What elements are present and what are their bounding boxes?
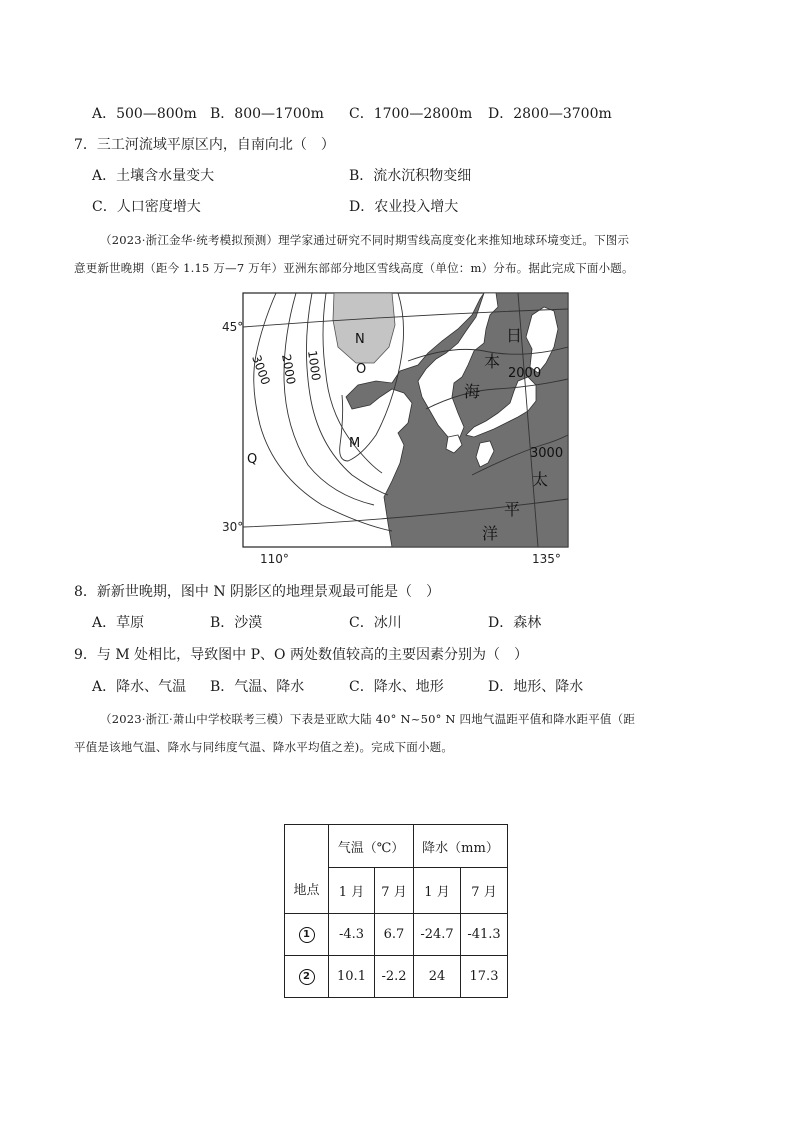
q7-option-b: B．流水沉积物变细 (349, 168, 472, 184)
place-marker-2: 2 (299, 969, 315, 985)
passage1-line2: 意更新世晚期（距今 1.15 万—7 万年）亚洲东部部分地区雪线高度（单位：m）分布。据此完成下面小题。 (74, 261, 634, 275)
sea-label-3: 海 (464, 382, 481, 401)
isoline-label-2000-right: 2000 (508, 366, 542, 381)
q9-option-c: C．降水、地形 (349, 679, 444, 695)
q6-option-d: D．2800—3700m (488, 106, 612, 122)
header-place: 地点 (285, 825, 329, 914)
row2-precip-jul: 17.3 (461, 956, 508, 998)
q7-stem: 7．三工河流域平原区内，自南向北（ ） (74, 137, 335, 153)
row2-temp-jul: -2.2 (375, 956, 414, 998)
q8-option-d: D．森林 (488, 615, 542, 631)
ocean-label-1: 太 (532, 470, 549, 489)
sea-label-1: 日 (506, 326, 523, 345)
isoline-label-3000-right: 3000 (530, 446, 564, 461)
row1-precip-jan: -24.7 (414, 914, 461, 956)
row2-temp-jan: 10.1 (329, 956, 375, 998)
sea-label-2: 本 (484, 352, 501, 371)
q9-option-a: A．降水、气温 (92, 679, 187, 695)
isoline-label-1000: 1000 (305, 349, 324, 382)
snowline-map (222, 285, 582, 575)
q8-stem: 8．新新世晚期，图中 N 阴影区的地理景观最可能是（ ） (74, 584, 441, 600)
row1-temp-jul: 6.7 (375, 914, 414, 956)
ocean-label-2: 平 (504, 500, 521, 519)
row1-temp-jan: -4.3 (329, 914, 375, 956)
climate-anomaly-table (284, 824, 508, 998)
header-precip-jan: 1 月 (414, 868, 461, 914)
lat-45-label: 45° (222, 320, 244, 334)
lon-110-label: 110° (260, 552, 289, 566)
row2-precip-jan: 24 (414, 956, 461, 998)
table-row (285, 914, 508, 956)
place-marker-1: 1 (299, 927, 315, 943)
label-n: N (355, 332, 365, 347)
passage2-line2: 平值是该地气温、降水与同纬度气温、降水平均值之差)。完成下面小题。 (74, 740, 454, 754)
header-temp-jan: 1 月 (329, 868, 375, 914)
isoline-label-2000-left: 2000 (279, 353, 299, 386)
q8-option-a: A．草原 (92, 615, 145, 631)
lat-30-label: 30° (222, 520, 244, 534)
q6-option-a: A．500—800m (92, 106, 197, 122)
header-temp-jul: 7 月 (375, 868, 414, 914)
q9-option-d: D．地形、降水 (488, 679, 584, 695)
label-m: M (349, 436, 361, 451)
table-row (285, 956, 508, 998)
q6-option-b: B．800—1700m (210, 106, 324, 122)
ocean-label-3: 洋 (482, 524, 499, 543)
passage2-line1: （2023·浙江·萧山中学校联考三模）下表是亚欧大陆 40° N~50° N 四地气温距平值和降水距平值（距 (100, 712, 636, 726)
q7-option-d: D．农业投入增大 (349, 199, 459, 215)
q8-option-c: C．冰川 (349, 615, 402, 631)
header-temperature: 气温（℃） (329, 825, 414, 868)
passage1-line1: （2023·浙江金华·统考模拟预测）理学家通过研究不同时期雪线高度变化来推知地球环境变迁。下图示 (100, 233, 630, 247)
header-precipitation: 降水（mm） (414, 825, 508, 868)
q8-option-b: B．沙漠 (210, 615, 263, 631)
row1-precip-jul: -41.3 (461, 914, 508, 956)
header-precip-jul: 7 月 (461, 868, 508, 914)
q7-option-a: A．土壤含水量变大 (92, 168, 215, 184)
q9-option-b: B．气温、降水 (210, 679, 305, 695)
lon-135-label: 135° (532, 552, 561, 566)
q9-stem: 9．与 M 处相比，导致图中 P、O 两处数值较高的主要因素分别为（ ） (74, 647, 528, 663)
label-o: O (356, 362, 367, 377)
q7-option-c: C．人口密度增大 (92, 199, 201, 215)
q6-option-c: C．1700—2800m (349, 106, 473, 122)
isoline-label-3000-left: 3000 (249, 353, 273, 387)
label-q: Q (247, 452, 258, 467)
